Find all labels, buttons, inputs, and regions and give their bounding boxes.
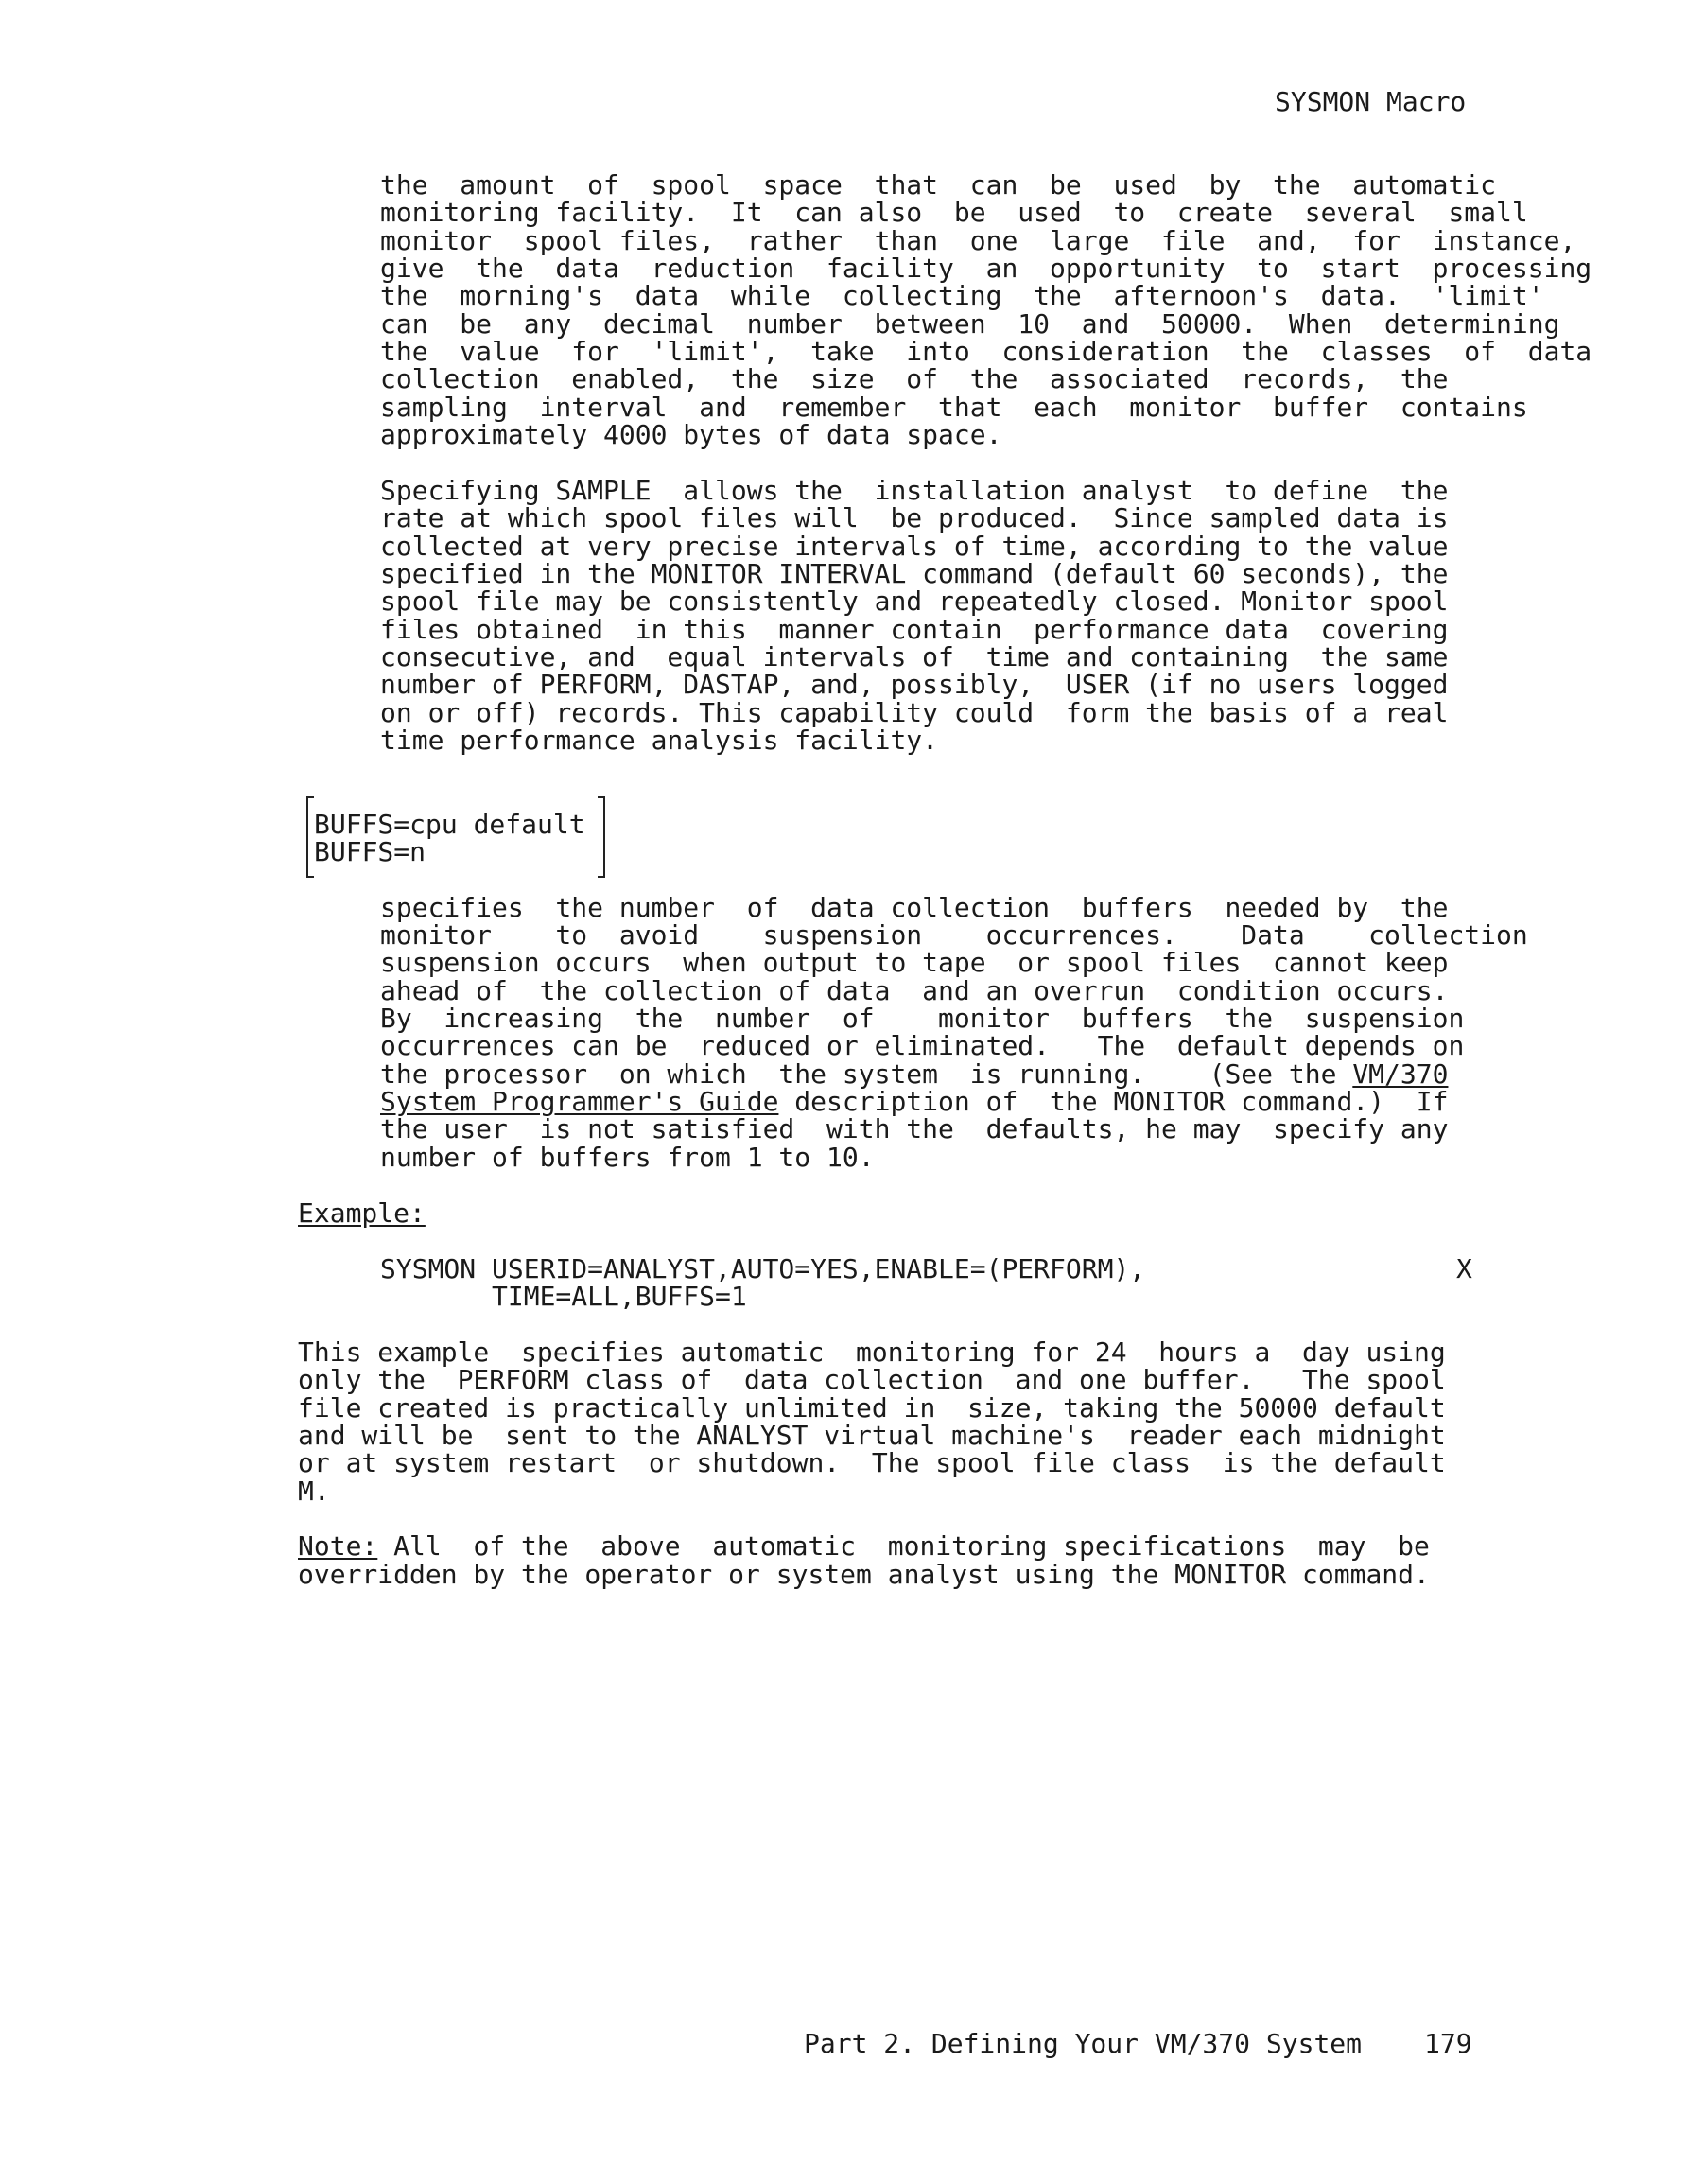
box-bottom-left-tick [306,876,314,878]
text-line: monitor to avoid suspension occurrences. Data collection [380,919,1528,951]
text-line: overridden by the operator or system analyst using the MONITOR command. [298,1559,1430,1590]
text-line: Note: All of the above automatic monitoring specifications may be [298,1530,1430,1562]
code-line: SYSMON USERID=ANALYST,AUTO=YES,ENABLE=(PERFORM), [380,1253,1146,1284]
text-line: the morning's data while collecting the afternoon's data. 'limit' [380,280,1544,311]
text-line: monitoring facility. It can also be used to create several small [380,197,1528,228]
text-line: can be any decimal number between 10 and 50000. When determining [380,308,1560,340]
box-bottom-right-tick [598,876,605,878]
text-line: occurrences can be reduced or eliminated. The default depends on [380,1030,1465,1061]
text-line: and will be sent to the ANALYST virtual machine's reader each midnight [298,1420,1446,1451]
text-line: System Programmer's Guide description of the MONITOR command.) If [380,1086,1449,1117]
text-line: only the PERFORM class of data collection and one buffer. The spool [298,1364,1446,1395]
example-heading: Example: [298,1197,426,1229]
operand-n: BUFFS=n [314,836,426,867]
text-line: M. [298,1476,330,1507]
box-top-left-tick [306,796,314,798]
box-right-rule [603,796,605,878]
text-line: number of PERFORM, DASTAP, and, possibly, USER (if no users logged [380,669,1449,700]
text-line: the amount of spool space that can be used by the automatic [380,169,1497,201]
text-line: the value for 'limit', take into consideration the classes of data [380,336,1592,367]
text-line: This example specifies automatic monitoring for 24 hours a day using [298,1337,1446,1368]
text-line: files obtained in this manner contain performance data covering [380,614,1449,645]
text-line: collection enabled, the size of the associated records, the [380,363,1449,394]
text-line: rate at which spool files will be produced. Since sampled data is [380,502,1449,533]
box-left-rule [306,796,308,878]
text-line: file created is practically unlimited in size, taking the 50000 default [298,1392,1446,1424]
text-line: the user is not satisfied with the defaults, he may specify any [380,1113,1449,1144]
text-line: collected at very precise intervals of time, according to the value [380,531,1449,562]
text-line: number of buffers from 1 to 10. [380,1142,875,1173]
text-line: specifies the number of data collection buffers needed by the [380,892,1449,923]
box-top-right-tick [598,796,605,798]
text-line: By increasing the number of monitor buffers the suspension [380,1003,1465,1034]
text-line: Specifying SAMPLE allows the installation analyst to define the [380,475,1449,506]
note-label: Note: [298,1530,378,1562]
text-line: approximately 4000 bytes of data space. [380,419,1002,450]
book-reference: System Programmer's Guide [380,1086,779,1117]
text-line: give the data reduction facility an opportunity to start processing [380,253,1592,284]
text-line: sampling interval and remember that each monitor buffer contains [380,392,1528,423]
page-number: 179 [1424,2028,1472,2059]
text-line: ahead of the collection of data and an overrun condition occurs. [380,975,1449,1006]
footer-part-title: Part 2. Defining Your VM/370 System [804,2028,1363,2059]
text-line: consecutive, and equal intervals of time and containing the same [380,641,1449,673]
code-line: TIME=ALL,BUFFS=1 [492,1281,747,1312]
text-line: suspension occurs when output to tape or spool files cannot keep [380,947,1449,978]
text-line: monitor spool files, rather than one large file and, for instance, [380,225,1576,256]
text-line: spool file may be consistently and repeatedly closed. Monitor spool [380,585,1449,617]
operand-default: BUFFS=cpu default [314,809,585,840]
running-header: SYSMON Macro [1275,86,1467,117]
text-line: on or off) records. This capability could form the basis of a real [380,697,1449,728]
text-line: specified in the MONITOR INTERVAL command (default 60 seconds), the [380,558,1449,589]
book-reference: VM/370 [1352,1058,1449,1090]
continuation-mark: X [1456,1253,1472,1284]
text-line: the processor on which the system is running. (See the VM/370 [380,1058,1449,1090]
text-line: or at system restart or shutdown. The spool file class is the default [298,1447,1446,1478]
text-line: time performance analysis facility. [380,725,939,756]
